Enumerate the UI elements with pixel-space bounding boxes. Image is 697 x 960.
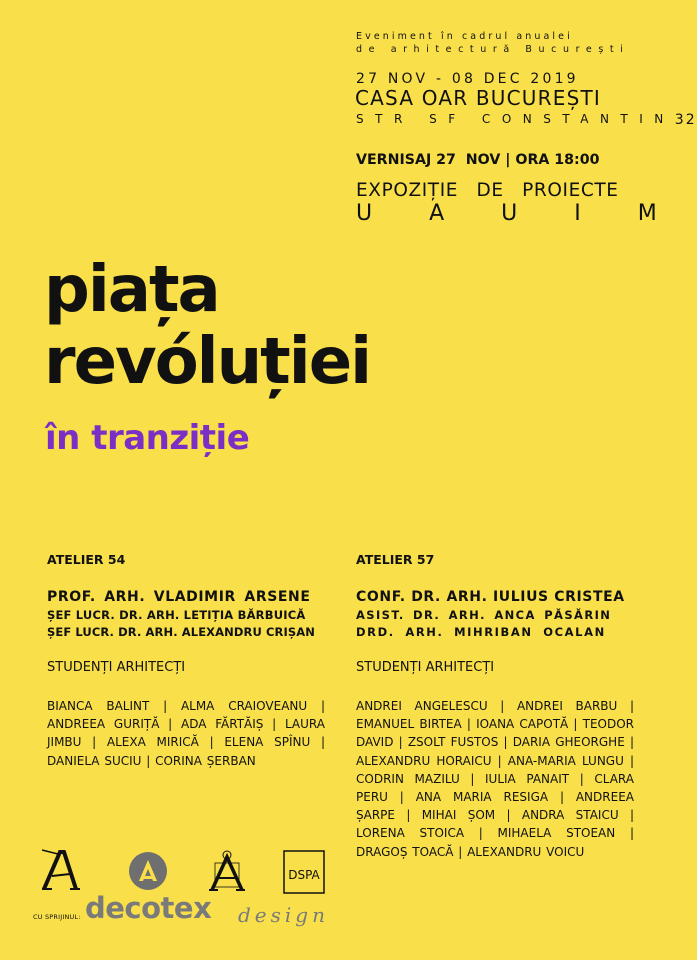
logo-dspa	[283, 850, 325, 894]
atelier54-prof: PROF. ARH. VLADIMIR ARSENE	[47, 589, 311, 605]
atelier57-prof: CONF. DR. ARH. IULIUS CRISTEA	[356, 589, 625, 605]
atelier57-students-heading: STUDENȚI ARHITECȚI	[356, 660, 495, 675]
logo-a-geometric	[206, 849, 248, 893]
title-line-1: piața	[44, 253, 219, 327]
event-line-1: Eveniment în cadrul anualei	[356, 31, 573, 42]
event-dates: 27 NOV - 08 DEC 2019	[356, 71, 579, 87]
event-line-2: de arhitectură București	[356, 44, 630, 55]
expo-line-2: U A U I M	[356, 201, 682, 226]
address-number: 32	[674, 112, 697, 128]
event-address	[356, 112, 697, 128]
address-street: STR SF CONSTANTIN	[356, 112, 675, 126]
vernisaj-line: VERNISAJ 27 NOV | ORA 18:00	[356, 152, 600, 168]
atelier57-heading: ATELIER 57	[356, 552, 435, 567]
atelier54-heading: ATELIER 54	[47, 552, 126, 567]
sponsor-brand-suffix: design	[238, 903, 329, 927]
atelier54-students: BIANCA BALINT | ALMA CRAIOVEANU | ANDREEA GURIȚĂ | ADA FĂRTĂIȘ | LAURA JIMBU | ALEXA MIRICĂ | ELENA SPÎNU | DANIELA SUCIU | CORINA ȘERBAN	[47, 699, 325, 768]
sponsor-brand: decotex	[85, 891, 212, 925]
support-label: CU SPRIJINUL:	[33, 913, 81, 921]
expo-line-1: EXPOZIȚIE DE PROIECTE	[356, 180, 619, 201]
atelier57-lecturer-1: ASIST. DR. ARH. ANCA PĂSĂRIN	[356, 608, 612, 622]
logo-dspa-text: DSPA	[288, 868, 320, 882]
subtitle: în tranziție	[45, 418, 250, 458]
logo-circle-a	[128, 851, 168, 891]
atelier57-students: ANDREI ANGELESCU | ANDREI BARBU | EMANUEL BIRTEA | IOANA CAPOTĂ | TEODOR DAVID | ZSOLT FUSTOS | DARIA GHEORGHE | ALEXANDRU HORAICU | ANA-MARIA LUNGU | CODRIN MAZILU | IULIA PANAIT | CLARA PERU | ANA MARIA RESIGA | ANDREEA ȘARPE | MIHAI ȘOM | ANDRA STAICU | LORENA STOICA | MIHAELA STOEAN | DRAGOȘ TOACĂ | ALEXANDRU VOICU	[356, 699, 634, 859]
atelier54-lecturer-1: ȘEF LUCR. DR. ARH. LETIȚIA BĂRBUICĂ	[47, 608, 306, 622]
atelier54-students-heading: STUDENȚI ARHITECȚI	[47, 660, 186, 675]
logo-a-calligraphic	[40, 848, 82, 892]
event-venue: CASA OAR BUCUREȘTI	[355, 86, 601, 110]
atelier54-lecturer-2: ȘEF LUCR. DR. ARH. ALEXANDRU CRIȘAN	[47, 625, 315, 639]
title-line-2: revóluției	[44, 325, 371, 399]
atelier57-lecturer-2: DRD. ARH. MIHRIBAN OCALAN	[356, 625, 606, 639]
